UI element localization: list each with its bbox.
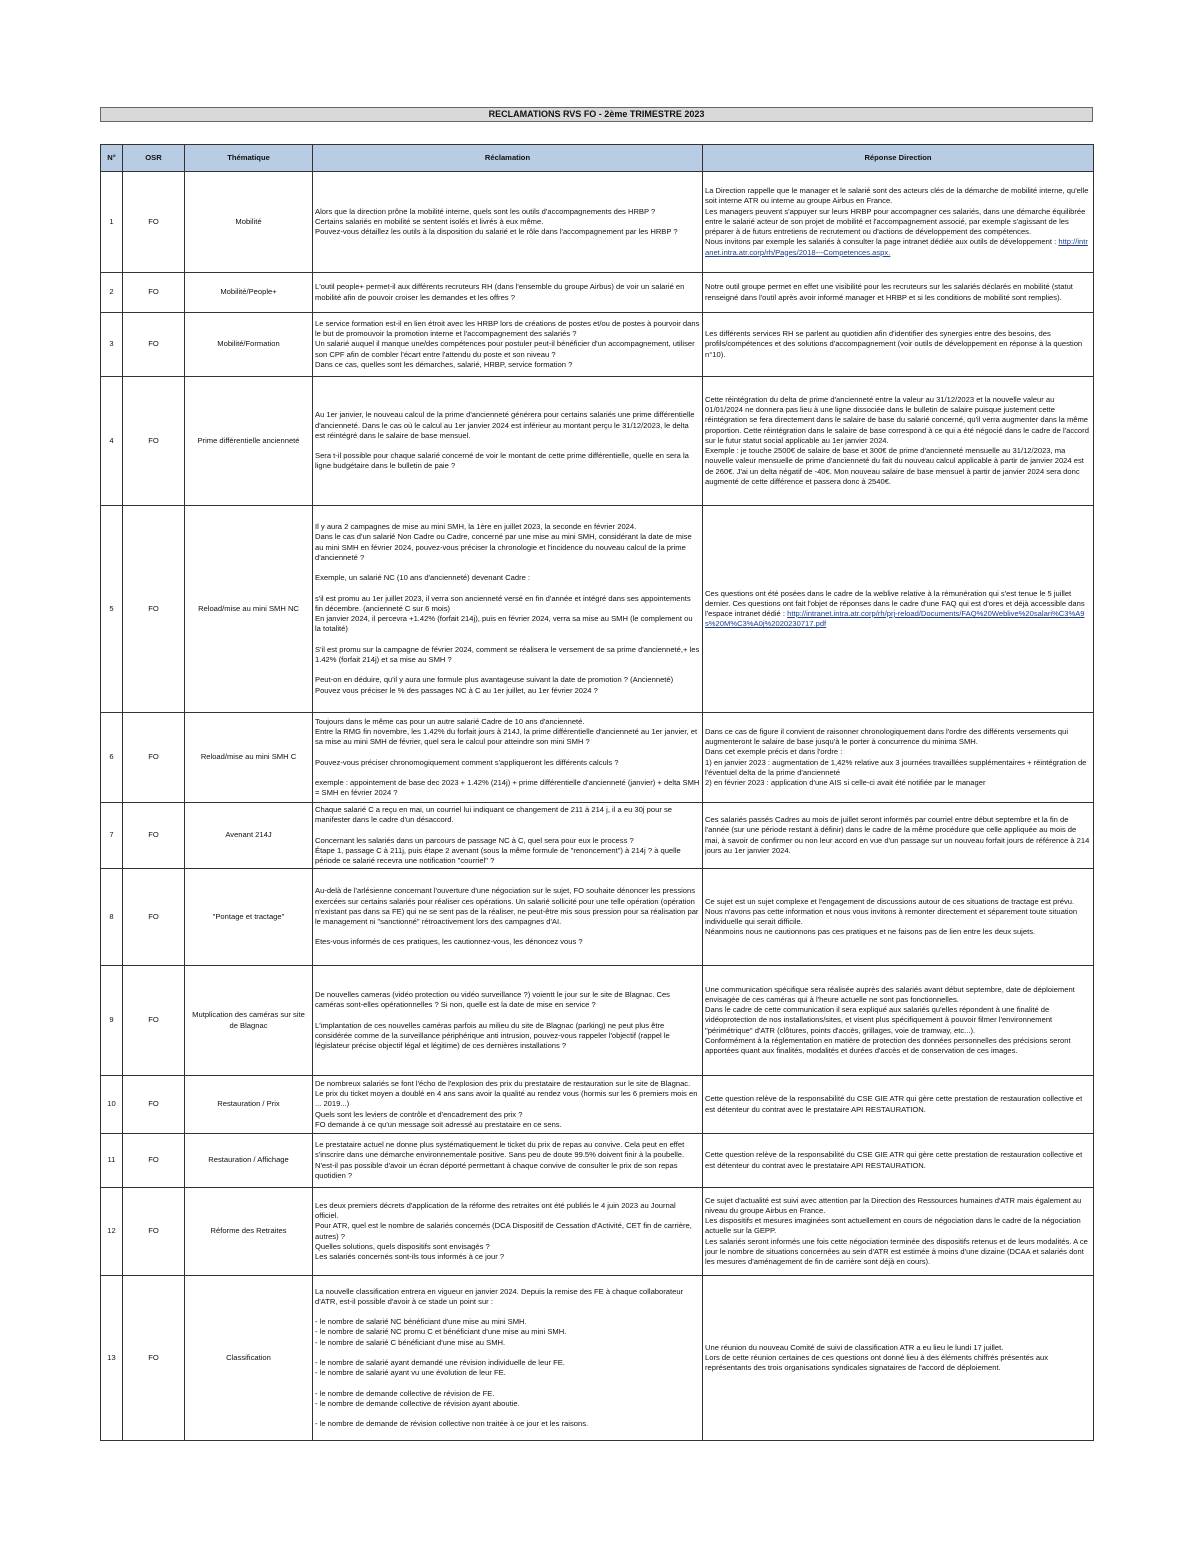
row-reponse bbox=[703, 966, 1094, 1076]
row-thematique: Mobilité bbox=[185, 172, 313, 273]
header-number: N° bbox=[101, 145, 123, 172]
row-osr: FO bbox=[123, 1134, 185, 1188]
row-reponse bbox=[703, 869, 1094, 966]
reponse-text: Les différents services RH se parlent au quotidien afin d'identifier des synergies entre des besoins, des profils/compétences et des solutions d'accompagnement (voir outils de développement en réponse à la question n°10). bbox=[705, 329, 1083, 359]
row-number: 12 bbox=[101, 1188, 123, 1276]
reponse-text: Ce sujet est un sujet complexe et l'engagement de discussions autour de ces situations de tractage est prévu. Nous n'avons pas cette information et nous vous invitons à remonter directement et séparement toute situation individuelle qui serait difficile. Néanmoins nous ne cautionnons pas ces pratiques et ne faisons pas de lien entre les deux sujets. bbox=[705, 896, 1078, 937]
table-row bbox=[101, 1076, 1094, 1134]
reponse-text: Une réunion du nouveau Comité de suivi de classification ATR a eu lieu le lundi 17 juillet. Lors de cette réunion certaines de ces questions ont donné lieu à des éléments chiffrés présentés aux représentants des trois organisations syndicales signataires de l'accord de déploiement. bbox=[705, 1342, 1049, 1373]
row-thematique: Restauration / Prix bbox=[185, 1076, 313, 1134]
intranet-link[interactable]: http://intranet.intra.atr.corp/rh/prj-reload/Documents/FAQ%20Weblive%20salari%C3%A9s%20M%C3%A0j%2020230717.pdf bbox=[705, 609, 1085, 629]
row-number: 4 bbox=[101, 377, 123, 506]
row-osr: FO bbox=[123, 1276, 185, 1441]
row-number: 1 bbox=[101, 172, 123, 273]
reponse-text: Ce sujet d'actualité est suivi avec attention par la Direction des Ressources humaines d'ATR mais également au niveau du groupe Airbus en France. Les dispositifs et mesures imaginées sont actuellement en cours de négociation dans le cadre de la négociation actuelle sur la GEPP. Les salariés seront informés une fois cette négociation terminée des dispositifs retenus et de leurs modalités. A ce jour le nombre de situations concernées au sein d'ATR est estimée à moins d'une dizaine (DCAA et salariés dont les mesures d'aménagement de fin de carrière sont déjà en cours). bbox=[705, 1195, 1088, 1266]
row-reclamation: De nombreux salariés se font l'écho de l'explosion des prix du prestataire de restauration sur le site de Blagnac. Le prix du ticket moyen a doublé en 4 ans sans avoir la qualité au rendez vous (hormis sur les 6 premiers mois en ... 2019...) Quels sont les leviers de contrôle et d'encadrement des prix ? FO demande à ce qu'un message soit adressé au prestataire en ce sens. bbox=[313, 1076, 703, 1134]
row-osr: FO bbox=[123, 966, 185, 1076]
reponse-text: Cette question relève de la responsabilité du CSE GIE ATR qui gère cette prestation de restauration collective et est détenteur du contrat avec le prestataire API RESTAURATION. bbox=[705, 1094, 1083, 1114]
row-osr: FO bbox=[123, 1076, 185, 1134]
row-reclamation: Au 1er janvier, le nouveau calcul de la prime d'ancienneté générera pour certains salariés une prime différentielle d'ancienneté. Dans le cas où le calcul au 1er janvier 2024 est inférieur au montant perçu le 31/12/2023, le delta est réintégré dans le salaire de base mensuel. Sera t-il possible pour chaque salarié concerné de voir le montant de cette prime différentielle, quelle en sera la ligne budgétaire dans le bulletin de paie ? bbox=[313, 377, 703, 506]
reponse-text: Dans ce cas de figure il convient de raisonner chronologiquement dans l'ordre des différents versements qui augmenteront le salaire de base jusqu'à le porter à concurrence du minima SMH. Dans cet exemple précis et dans l'ordre : 1) en janvier 2023 : augmentation de 1,42% relative aux 3 journées travaillées supplémentaires + réintégration de l'éventuel delta de la prime d'ancienneté 2) en février 2023 : application d'une AIS si celle-ci avait été notifiée par le manager bbox=[705, 726, 1087, 787]
table-row bbox=[101, 506, 1094, 713]
row-thematique: "Pontage et tractage" bbox=[185, 869, 313, 966]
row-thematique: Réforme des Retraites bbox=[185, 1188, 313, 1276]
row-reclamation: Les deux premiers décrets d'application de la réforme des retraites ont été publiés le 4 juin 2023 au Journal officiel. Pour ATR, quel est le nombre de salariés concernés (DCA Dispositif de Cessation d'Activité, CET fin de carrière, autres) ? Quelles solutions, quels dispositifs sont envisagés ? Les salariés concernés sont-ils tous informés à ce jour ? bbox=[313, 1188, 703, 1276]
reponse-text: Cette question relève de la responsabilité du CSE GIE ATR qui gère cette prestation de restauration collective et est détenteur du contrat avec le prestataire API RESTAURATION. bbox=[705, 1150, 1083, 1170]
row-reponse bbox=[703, 377, 1094, 506]
row-thematique: Reload/mise au mini SMH NC bbox=[185, 506, 313, 713]
reponse-text: Ces salariés passés Cadres au mois de juillet seront informés par courriel entre début septembre et la fin de l'année (sur une période restant à définir) dans le cadre de la même procédure que celle appliquée au mois de mai, à savoir de confirmer ou non leur accord en vue d'un passage sur un nouveau forfait jours de référence à 214 jours au 1er janvier 2024. bbox=[705, 815, 1090, 855]
header-osr: OSR bbox=[123, 145, 185, 172]
row-osr: FO bbox=[123, 273, 185, 313]
reponse-text: Cette réintégration du delta de prime d'ancienneté entre la valeur au 31/12/2023 et la nouvelle valeur au 01/01/2024 ne donnera pas lieu à une ligne dissociée dans le bulletin de salaire puisque justement cette réintégration se fera directement dans le salaire de base du salarié concerné, qu'il verra augmenter dans la même proportion. Cette réintégration dans le salaire de base correspond à ce qui a été négocié dans le cadre de l'accord sur le futur statut social applicable au 1er janvier 2024. Exemple : je touche 2500€ de salaire de base et 300€ de prime d'ancienneté mensuelle au 31/12/2023, ma nouvelle valeur mensuelle de prime d'ancienneté du fait du nouveau calcul applicable à partir de janvier 2024 est de 260€. J'ai un delta négatif de -40€. Mon nouveau salaire de base mensuel à partir de janvier 2024 sera donc augmenté de cette différence et passera donc à 2540€. bbox=[705, 395, 1089, 486]
row-reponse bbox=[703, 1188, 1094, 1276]
table-row bbox=[101, 966, 1094, 1076]
row-osr: FO bbox=[123, 1188, 185, 1276]
table-row bbox=[101, 1188, 1094, 1276]
row-thematique: Mobilité/Formation bbox=[185, 313, 313, 377]
reponse-text: Une communication spécifique sera réalisée auprès des salariés avant début septembre, date de déploiement envisagée de ces caméras qui à l'heure actuelle ne sont pas fonctionnelles. Dans le cadre de cette communication il sera expliqué aux salariés qu'elles répondent à une finalité de vidéoprotection de nos installations/sites, et visent plus spécifiquement à pouvoir filmer l'environnement "périmétrique" d'ATR (clôtures, points d'accès, grillages, voie de tramway, etc...). Conformément à la réglementation en matière de protection des données personnelles des précisions seront apportées quant aux finalités, modalités et durées d'accès et de conservation de ces images. bbox=[705, 984, 1075, 1055]
row-reclamation: L'outil people+ permet-il aux différents recruteurs RH (dans l'ensemble du groupe Airbus) de voir un salarié en mobilité afin de pouvoir croiser les demandes et les offres ? bbox=[313, 273, 703, 313]
row-number: 10 bbox=[101, 1076, 123, 1134]
document-title: RECLAMATIONS RVS FO - 2ème TRIMESTRE 2023 bbox=[100, 107, 1093, 122]
row-thematique: Reload/mise au mini SMH C bbox=[185, 713, 313, 803]
header-thematique: Thématique bbox=[185, 145, 313, 172]
row-osr: FO bbox=[123, 803, 185, 869]
intranet-link[interactable]: http://intranet.intra.atr.corp/rh/Pages/2018---Competences.aspx. bbox=[705, 237, 1088, 257]
row-reclamation: Le service formation est-il en lien étroit avec les HRBP lors de créations de postes et/ou de postes à pourvoir dans le but de promouvoir la promotion interne et l'accompagnement des salariés ? Un salarié auquel il manque une/des compétences pour postuler peut-il bénéficier d'un accompagnement, utiliser son CPF afin de combler l'écart entre l'attendu du poste et son niveau ? Dans ce cas, quelles sont les démarches, salarié, HRBP, service formation ? bbox=[313, 313, 703, 377]
reponse-text: Ces questions ont été posées dans le cadre de la weblive relative à la rémunération qui s'est tenue le 5 juillet dernier. Ces questions ont fait l'objet de réponses dans le cadre d'une FAQ qui est d'ores et déjà accessible dans l'espace intranet dédié : bbox=[705, 588, 1085, 618]
row-reponse bbox=[703, 313, 1094, 377]
reponse-text: Notre outil groupe permet en effet une visibilité pour les recruteurs sur les salariés déclarés en mobilité (statut renseigné dans l'outil après avoir informé manager et HRBP et si les conditions de mobilité sont remplies). bbox=[705, 282, 1073, 302]
row-number: 2 bbox=[101, 273, 123, 313]
table-row bbox=[101, 313, 1094, 377]
row-number: 13 bbox=[101, 1276, 123, 1441]
header-reponse: Réponse Direction bbox=[703, 145, 1094, 172]
header-reclamation: Réclamation bbox=[313, 145, 703, 172]
row-reponse bbox=[703, 803, 1094, 869]
row-osr: FO bbox=[123, 377, 185, 506]
table-header-row bbox=[101, 145, 1094, 172]
row-reponse bbox=[703, 273, 1094, 313]
row-reponse bbox=[703, 172, 1094, 273]
row-reclamation: La nouvelle classification entrera en vigueur en janvier 2024. Depuis la remise des FE à chaque collaborateur d'ATR, est-il possible d'avoir à ce stade un point sur : - le nombre de salarié NC bénéficiant d'une mise au mini SMH. - le nombre de salarié NC promu C et bénéficiant d'une mise au mini SMH. - le nombre de salarié C bénéficiant d'une mise au SMH. - le nombre de salarié ayant demandé une révision individuelle de leur FE. - le nombre de salarié ayant vu une évolution de leur FE. - le nombre de demande collective de révision de FE. - le nombre de demande collective de révision ayant aboutie. - le nombre de demande de révision collective non traitée à ce jour et les raisons. bbox=[313, 1276, 703, 1441]
row-reponse bbox=[703, 1276, 1094, 1441]
row-reponse bbox=[703, 1134, 1094, 1188]
reclamations-table bbox=[100, 144, 1094, 1441]
row-reclamation: Au-delà de l'arlésienne concernant l'ouverture d'une négociation sur le sujet, FO souhaite dénoncer les pressions exercées sur certains salariés pour réaliser ces opérations. Un salarié sollicité pour une telle opération (opération n'existant pas dans sa FE) qui ne se sent pas de la réaliser, ne peut-être mis sous pression pour sa réalisation par le management ni "sanctionné" rétroactivement lors des campagnes d'AI. Etes-vous informés de ces pratiques, les cautionnez-vous, les dénoncez vous ? bbox=[313, 869, 703, 966]
table-row bbox=[101, 377, 1094, 506]
row-reponse bbox=[703, 506, 1094, 713]
row-thematique: Mutplication des caméras sur site de Blagnac bbox=[185, 966, 313, 1076]
table-row bbox=[101, 1276, 1094, 1441]
table-row bbox=[101, 803, 1094, 869]
row-thematique: Mobilité/People+ bbox=[185, 273, 313, 313]
row-thematique: Avenant 214J bbox=[185, 803, 313, 869]
reponse-text: La Direction rappelle que le manager et le salarié sont des acteurs clés de la démarche de mobilité interne, qu'elle soit interne ATR ou interne au groupe Airbus en France. Les managers peuvent s'appuyer sur leurs HRBP pour accompagner ces salariés, dans une démarche équilibrée entre le salarié acteur de son projet de mobilité et l'accompagnement associé, par exemple s'agissant de les préparer à de futurs entretiens de recrutement ou d'actions de développement des compétences. Nous invitons par exemple les salariés à consulter la page intranet dédiée aux outils de développement : bbox=[705, 186, 1089, 247]
table-row bbox=[101, 869, 1094, 966]
table-row bbox=[101, 1134, 1094, 1188]
row-osr: FO bbox=[123, 713, 185, 803]
row-osr: FO bbox=[123, 313, 185, 377]
row-osr: FO bbox=[123, 172, 185, 273]
row-reclamation: Il y aura 2 campagnes de mise au mini SMH, la 1ère en juillet 2023, la seconde en février 2024. Dans le cas d'un salarié Non Cadre ou Cadre, concerné par une mise au mini SMH, considérant la date de mise au mini SMH en février 2024, pouvez-vous préciser la chronologie et l'incidence du nouveau calcul de la prime d'ancienneté ? Exemple, un salarié NC (10 ans d'ancienneté) devenant Cadre : s'il est promu au 1er juillet 2023, il verra son ancienneté versé en fin d'année et intégré dans ses appointements fin décembre. (ancienneté C sur 6 mois) En janvier 2024, il percevra +1.42% (forfait 214j), puis en février 2024, verra sa mise au SMH (le complement ou la totalité) S'il est promu sur la campagne de février 2024, comment se réalisera le versement de sa prime d'ancienneté,+ les 1.42% (forfait 214j) et sa mise au SMH ? Peut-on en déduire, qu'il y aura une formule plus avantageuse suivant la date de promotion ? (Ancienneté) Pouvez vous préciser le % des passages NC à C au 1er juillet, au 1er février 2024 ? bbox=[313, 506, 703, 713]
row-number: 8 bbox=[101, 869, 123, 966]
table-row bbox=[101, 713, 1094, 803]
row-thematique: Restauration / Affichage bbox=[185, 1134, 313, 1188]
row-number: 5 bbox=[101, 506, 123, 713]
row-number: 11 bbox=[101, 1134, 123, 1188]
row-thematique: Classification bbox=[185, 1276, 313, 1441]
row-number: 3 bbox=[101, 313, 123, 377]
row-reclamation: Alors que la direction prône la mobilité interne, quels sont les outils d'accompagnements des HRBP ? Certains salariés en mobilité se sentent isolés et livrés à eux même. Pouvez-vous détaillez les outils à la disposition du salarié et le rôle dans l'accompagnement par les HRBP ? bbox=[313, 172, 703, 273]
row-number: 9 bbox=[101, 966, 123, 1076]
row-number: 7 bbox=[101, 803, 123, 869]
row-reponse bbox=[703, 713, 1094, 803]
row-number: 6 bbox=[101, 713, 123, 803]
row-reclamation: Toujours dans le même cas pour un autre salarié Cadre de 10 ans d'ancienneté. Entre la RMG fin novembre, les 1.42% du forfait jours à 214J, la prime différentielle d'ancienneté au 1er janvier, et sa mise au mini SMH de février, quel sera le calcul pour atteindre son mini SMH ? Pouvez-vous préciser chronomogiquement comment s'appliqueront les différents calculs ? exemple : appointement de base dec 2023 + 1.42% (214j) + prime différentielle d'ancienneté (janvier) + delta SMH = SMH en février 2024 ? bbox=[313, 713, 703, 803]
row-osr: FO bbox=[123, 506, 185, 713]
row-reponse bbox=[703, 1076, 1094, 1134]
table-row bbox=[101, 273, 1094, 313]
row-thematique: Prime différentielle ancienneté bbox=[185, 377, 313, 506]
table-row bbox=[101, 172, 1094, 273]
row-osr: FO bbox=[123, 869, 185, 966]
row-reclamation: Chaque salarié C a reçu en mai, un courriel lui indiquant ce changement de 211 à 214 j, il a eu 30j pour se manifester dans le cadre d'un désaccord. Concernant les salariés dans un parcours de passage NC à C, quel sera pour eux le process ? Étape 1, passage C à 211j, puis étape 2 avenant (sous la même formule de "renoncement") à 214j ? à quelle période ce salarié recevra une notification "courriel" ? bbox=[313, 803, 703, 869]
row-reclamation: De nouvelles cameras (vidéo protection ou vidéo surveillance ?) voientt le jour sur le site de Blagnac. Ces caméras sont-elles opérationnelles ? Si non, quelle est la date de mise en service ? L'implantation de ces nouvelles caméras parfois au milieu du site de Blagnac (parking) ne peut plus être considérée comme de la surveillance périphérique anti intrusion, pouvez-vous rappeler l'objectif (rappel le législateur précise objectif légal et légitime) de ces dernières installations ? bbox=[313, 966, 703, 1076]
row-reclamation: Le prestataire actuel ne donne plus systématiquement le ticket du prix de repas au convive. Cela peut en effet s'inscrire dans une démarche environnementale positive. Sans peu de doute 99.5% doivent finir à la poubelle. N'est-il pas possible d'avoir un écran déporté permettant à chaque convive de consulter le prix de son repas quotidien ? bbox=[313, 1134, 703, 1188]
